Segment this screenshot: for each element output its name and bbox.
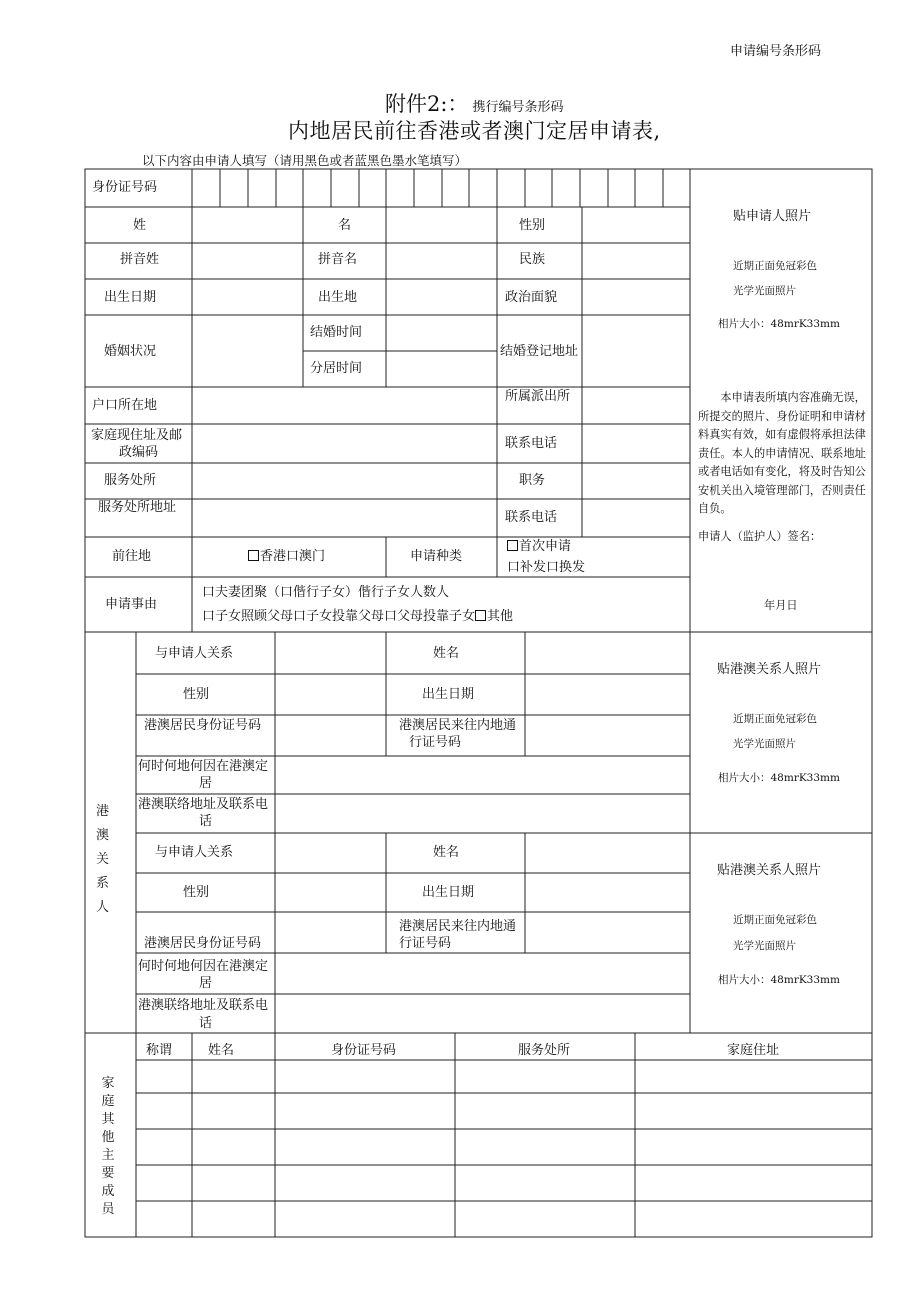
- contact1-birth-label: 出生日期: [422, 687, 475, 702]
- reason-line-2[interactable]: [202, 609, 513, 625]
- contact1-photo-req1: 近期正面免冠彩色: [733, 713, 817, 725]
- phone2-label: 联系电话: [505, 510, 558, 525]
- separation-time-label: 分居时间: [310, 361, 363, 376]
- contact2-permit-label-1: 港澳居民来往内地通: [399, 919, 517, 934]
- contact1-id-label: 港澳居民身份证号码: [144, 718, 262, 733]
- attachment-number: 附件2:：: [385, 92, 469, 116]
- contact1-gender-label: 性别: [183, 687, 210, 702]
- contact2-address-label-2: 话: [199, 1016, 213, 1031]
- contact2-name-label: 姓名: [433, 845, 460, 860]
- workplace-label: 服务处所: [104, 473, 157, 488]
- instructions: 以下内容由申请人填写（请用黑色或者蓝黑色墨水笔填写）: [142, 153, 468, 168]
- workplace-address-label: 服务处所地址: [98, 500, 177, 515]
- contact1-photo-size: 相片大小：48mrK33mm: [718, 772, 840, 784]
- contact1-settle-label-1: 何时何地何因在港澳定: [138, 759, 269, 774]
- contact1-address-label-1: 港澳联络地址及联系电: [138, 797, 269, 812]
- contact1-photo-req2: 光学光面照片: [733, 738, 796, 750]
- contact1-address-label-2: 话: [199, 814, 213, 829]
- contact2-gender-label: 性别: [183, 885, 210, 900]
- contact2-address-label-1: 港澳联络地址及联系电: [138, 998, 269, 1013]
- form-title: 内地居民前往香港或者澳门定居申请表,: [288, 119, 661, 143]
- contact2-photo-req1: 近期正面免冠彩色: [733, 914, 817, 926]
- position-label: 职务: [519, 473, 546, 488]
- birth-place-label: 出生地: [318, 290, 358, 305]
- reason-line-1[interactable]: 口夫妻团聚（口偕行子女）偕行子女人数人: [202, 585, 450, 600]
- contact2-photo-title: 贴港澳关系人照片: [717, 863, 822, 878]
- marriage-reg-label: 结婚登记地址: [500, 344, 579, 359]
- family-col-name: 姓名: [208, 1043, 235, 1058]
- contact2-id-label: 港澳居民身份证号码: [144, 936, 262, 951]
- pinyin-surname-label: 拼音姓: [120, 252, 160, 267]
- hk-contacts-section-label: 港 澳 关 系 人: [96, 804, 124, 915]
- contact2-birth-label: 出生日期: [422, 885, 475, 900]
- phone-label: 联系电话: [505, 436, 558, 451]
- hukou-label: 户口所在地: [92, 398, 158, 413]
- barcode-note: 申请编号条形码: [730, 44, 822, 59]
- pinyin-given-label: 拼音名: [318, 252, 358, 267]
- contact1-photo-title: 贴港澳关系人照片: [717, 662, 822, 677]
- photo-size: 相片大小：48mrK33mm: [718, 318, 840, 330]
- contact1-relation-label: 与申请人关系: [155, 646, 234, 661]
- given-name-label: 名: [338, 218, 352, 233]
- photo-title: 贴申请人照片: [733, 209, 812, 224]
- destination-label: 前往地: [112, 549, 152, 564]
- first-application-checkbox[interactable]: [507, 540, 518, 551]
- contact2-photo-req2: 光学光面照片: [733, 940, 796, 952]
- home-address-label-2: 政编码: [119, 445, 159, 460]
- reason-other-text: 其他: [487, 609, 514, 624]
- contact2-settle-label-2: 居: [199, 976, 213, 991]
- contact1-name-label: 姓名: [433, 646, 460, 661]
- contact2-permit-label-2: 行证号码: [399, 936, 452, 951]
- marital-label: 婚姻状况: [104, 344, 157, 359]
- destination-options[interactable]: [248, 549, 325, 565]
- contact2-relation-label: 与申请人关系: [155, 845, 234, 860]
- ethnicity-label: 民族: [519, 252, 546, 267]
- family-col-title: 称谓: [146, 1043, 173, 1058]
- photo-requirement-2: 光学光面照片: [733, 285, 796, 297]
- id-number-label: 身份证号码: [92, 180, 158, 195]
- birth-date-label: 出生日期: [104, 290, 157, 305]
- barcode-sub-label: 携行编号条形码: [472, 100, 564, 115]
- contact1-settle-label-2: 居: [199, 776, 213, 791]
- contact1-permit-label-1: 港澳居民来往内地通: [399, 718, 517, 733]
- first-application-text: 首次申请: [519, 539, 572, 554]
- marriage-time-label: 结婚时间: [310, 325, 363, 340]
- app-type-label: 申请种类: [410, 549, 463, 564]
- contact2-photo-size: 相片大小：48mrK33mm: [718, 974, 840, 986]
- declaration-text: 本申请表所填内容准确无误，所提交的照片、身份证明和申请材料真实有效，如有虚假将承担法律责任。本人的申请情况、联系地址或者电话如有变化，将及时告知公安机关出入境管理部门，否则责任自负。: [698, 391, 866, 515]
- destination-options-text: 香港口澳门: [260, 549, 326, 564]
- date-label: 年月日: [764, 599, 798, 612]
- reason-label: 申请事由: [105, 597, 158, 612]
- police-station-label: 所属派出所: [505, 389, 571, 404]
- reissue-options[interactable]: 口补发口换发: [507, 560, 586, 575]
- political-label: 政治面貌: [505, 290, 558, 305]
- contact2-settle-label-1: 何时何地何因在港澳定: [138, 959, 269, 974]
- signature-label: 申请人（监护人）签名：: [698, 530, 822, 543]
- family-col-workplace: 服务处所: [518, 1043, 571, 1058]
- home-address-label-1: 家庭现住址及邮: [91, 428, 183, 443]
- hongkong-checkbox[interactable]: [248, 550, 259, 561]
- photo-requirement-1: 近期正面免冠彩色: [733, 260, 817, 272]
- contact1-permit-label-2: 行证号码: [409, 735, 462, 750]
- first-application-option[interactable]: [507, 539, 571, 555]
- family-section-label: 家庭其他主要成员: [101, 1076, 115, 1217]
- family-col-id: 身份证号码: [331, 1043, 397, 1058]
- gender-label: 性别: [519, 218, 546, 233]
- other-checkbox[interactable]: [475, 610, 486, 621]
- surname-label: 姓: [133, 218, 147, 233]
- reason-line-2-text: 口子女照顾父母口子女投靠父母口父母投靠子女: [202, 609, 476, 624]
- family-col-address: 家庭住址: [727, 1043, 780, 1058]
